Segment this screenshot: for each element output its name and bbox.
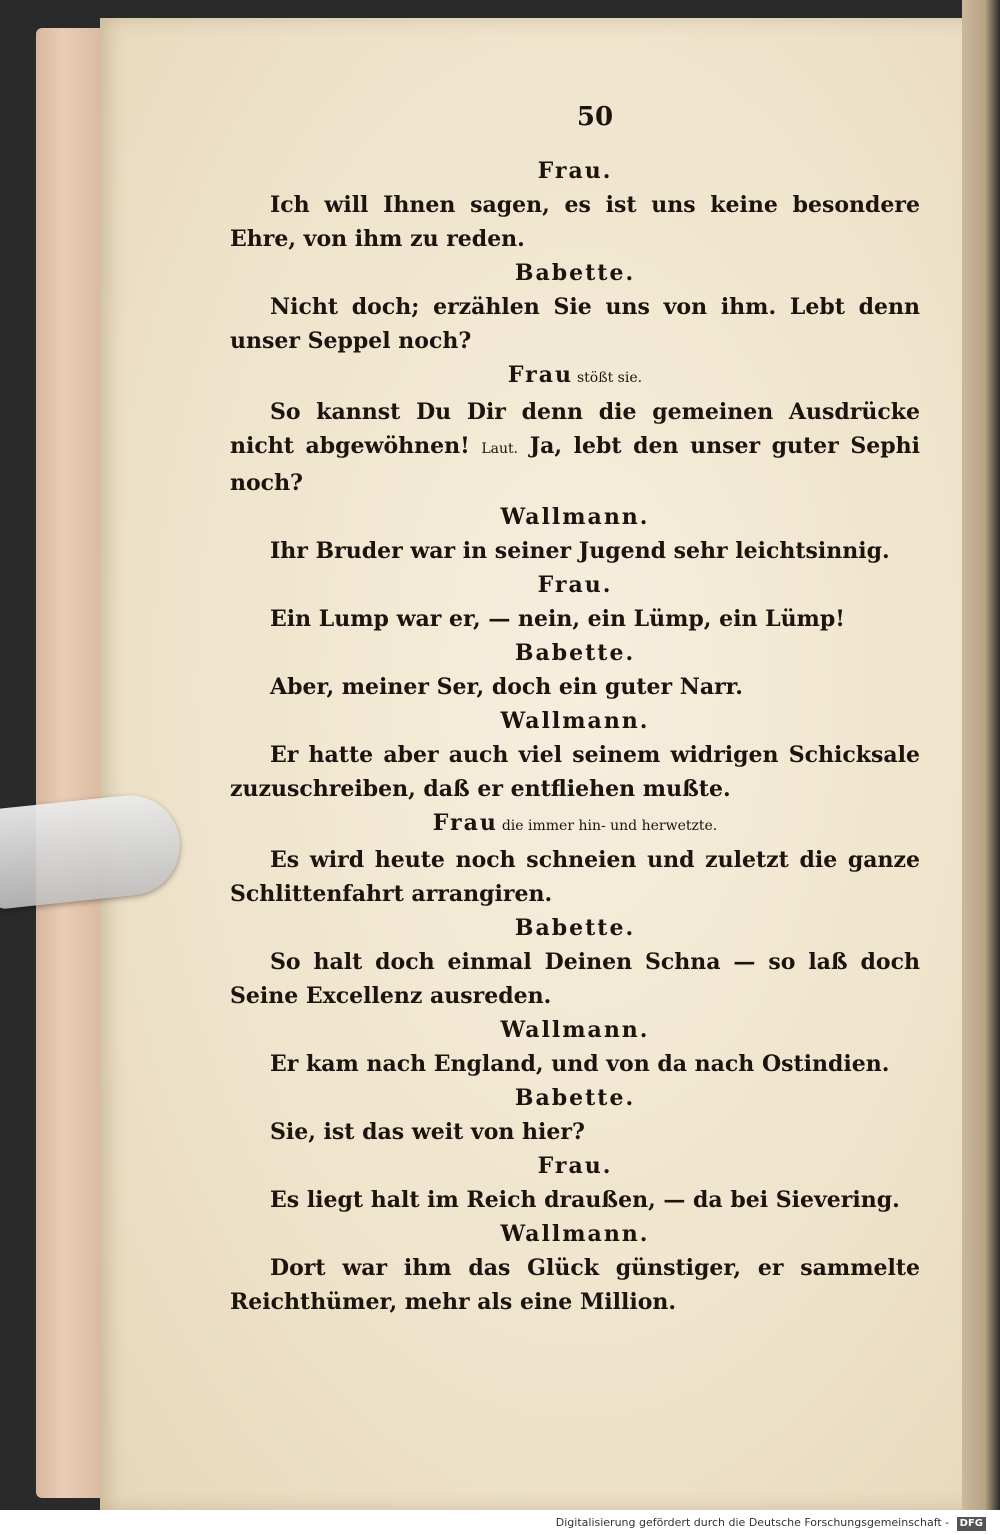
stage-direction: stößt sie. [577,370,643,386]
dialogue-line [230,1251,920,1319]
dialogue-line [230,1047,920,1081]
speaker-name [230,1081,920,1115]
speaker-label: Babette. [514,260,636,286]
speaker-label: Frau [432,810,498,836]
dialogue-text: Dort war ihm das Glück günstiger, er sammelte Reichthümer, mehr als eine Million. [230,1255,920,1315]
dialogue-lines [230,154,920,1319]
book-spine-strip [962,0,1000,1510]
speaker-name [230,704,920,738]
speaker-name [230,568,920,602]
stage-aside: Laut. [481,441,519,457]
dialogue-text: Es wird heute noch schneien und zuletzt die ganze Schlittenfahrt arrangiren. [230,847,920,907]
dialogue-text: So halt doch einmal Deinen Schna — so laß doch Seine Excellenz ausreden. [230,949,920,1009]
dialogue-line [230,1183,920,1217]
dialogue-line [230,843,920,911]
speaker-label: Wallmann. [500,708,650,734]
speaker-name [230,636,920,670]
speaker-name [230,358,920,395]
stage-direction: die immer hin- und herwetzte. [501,818,718,834]
dialogue-line [230,1115,920,1149]
speaker-label: Wallmann. [500,1017,650,1043]
page-text [230,100,920,1319]
digitization-footer [0,1510,1000,1535]
speaker-name [230,1217,920,1251]
dialogue-text: Aber, meiner Ser, doch ein guter Narr. [270,674,743,700]
dialogue-line [230,602,920,636]
dialogue-line [230,945,920,1013]
dialogue-line [230,290,920,358]
speaker-label: Frau. [537,1153,613,1179]
speaker-label: Wallmann. [500,1221,650,1247]
dialogue-text: Ein Lump war er, — nein, ein Lümp, ein Lümp! [270,606,845,632]
dialogue-text: Nicht doch; erzählen Sie uns von ihm. Lebt denn unser Seppel noch? [230,294,920,354]
dialogue-line [230,395,920,500]
speaker-label: Frau. [537,572,613,598]
speaker-name [230,154,920,188]
speaker-label: Babette. [514,640,636,666]
dialogue-text: Ich will Ihnen sagen, es ist uns keine besondere Ehre, von ihm zu reden. [230,192,920,252]
dialogue-line [230,188,920,256]
dialogue-line [230,670,920,704]
speaker-name [230,1013,920,1047]
speaker-name [230,806,920,843]
dialogue-text: Ihr Bruder war in seiner Jugend sehr leichtsinnig. [270,538,890,564]
speaker-label: Babette. [514,915,636,941]
dialogue-text: Er kam nach England, und von da nach Ostindien. [270,1051,890,1077]
dialogue-line [230,738,920,806]
dialogue-text: So kannst Du Dir denn die gemeinen Ausdrücke nicht abgewöhnen! [230,399,920,459]
speaker-name [230,911,920,945]
dfg-logo: DFG [957,1517,986,1531]
speaker-label: Wallmann. [500,504,650,530]
speaker-label: Babette. [514,1085,636,1111]
speaker-name [230,256,920,290]
dialogue-text: Es liegt halt im Reich draußen, — da bei Sievering. [270,1187,900,1213]
speaker-label: Frau. [537,158,613,184]
speaker-name [230,1149,920,1183]
dialogue-text: Ja, lebt den unser guter Sephi noch? [230,433,920,496]
speaker-name [230,500,920,534]
dialogue-line [230,534,920,568]
page-number: 50 [576,102,614,132]
dialogue-text: Er hatte aber auch viel seinem widrigen Schicksale zuzuschreiben, daß er entfliehen mußte. [230,742,920,802]
speaker-label: Frau [507,362,573,388]
dialogue-text: Sie, ist das weit von hier? [270,1119,585,1145]
footer-credit: Digitalisierung gefördert durch die Deutsche Forschungsgemeinschaft - [555,1516,950,1529]
